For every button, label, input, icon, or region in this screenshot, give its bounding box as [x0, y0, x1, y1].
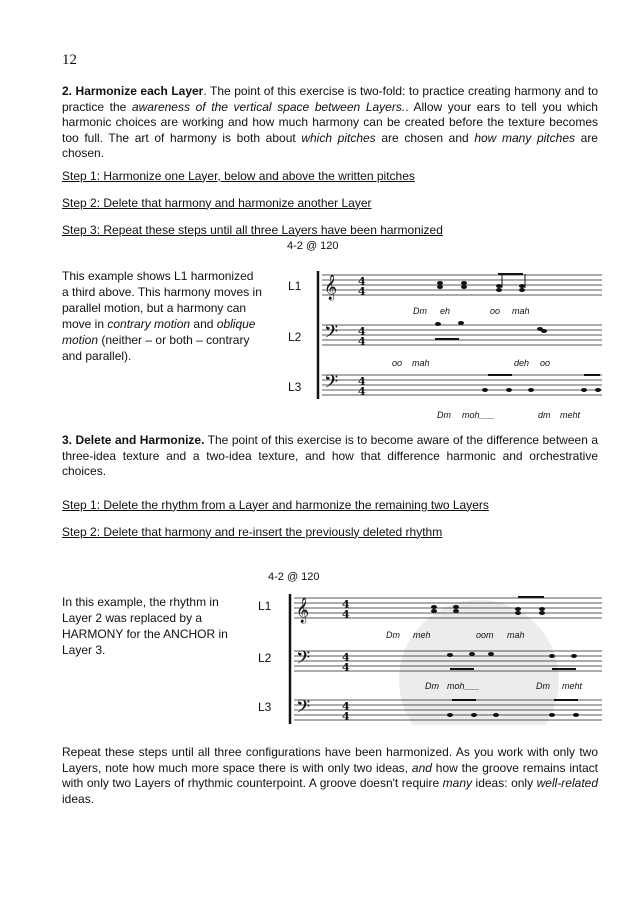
text: are chosen and: [375, 130, 475, 145]
text: ideas: only: [472, 776, 537, 790]
example1-caption: [62, 268, 262, 364]
svg-text:4: 4: [358, 325, 366, 338]
text: and: [411, 760, 432, 775]
lyric: meht: [562, 681, 583, 691]
svg-text:4: 4: [358, 385, 366, 398]
lyric: Dm: [437, 410, 451, 420]
page-number: 12: [62, 52, 77, 68]
layer-label-l3: L3: [288, 380, 302, 394]
lyric: mah: [512, 306, 530, 316]
lyric: dm: [538, 410, 551, 420]
lyric: oo: [490, 306, 501, 316]
text: which pitches: [301, 130, 376, 145]
closing-paragraph: [62, 745, 598, 807]
time-signatures: [342, 598, 350, 723]
example2-caption: In this example, the rhythm in Layer 2 was replaced by a HARMONY for the ANCHOR in Layer 3.: [62, 595, 228, 657]
lyric: meh: [413, 630, 431, 640]
text: (neither – or both – contrary and parallel).: [62, 333, 250, 363]
section3-heading: 3. Delete and Harmonize.: [62, 433, 205, 447]
lyric: moh___: [447, 681, 480, 691]
section3-step-1: Step 1: Delete the rhythm from a Layer and harmonize the remaining two Layers: [62, 497, 489, 512]
text: This example shows L1 harmonized a third above. This harmony moves in parallel motion, but a harmony can move in: [62, 269, 262, 331]
section3-paragraph: [62, 433, 598, 480]
layer-label-l1: L1: [258, 599, 272, 613]
svg-text:𝄢: 𝄢: [296, 697, 311, 722]
svg-text:4: 4: [358, 335, 366, 348]
text: are chosen.: [62, 130, 598, 160]
example2-score: [284, 590, 604, 725]
text: well-related: [536, 776, 598, 790]
lyric: mah: [507, 630, 525, 640]
notes: [435, 273, 601, 392]
example2-tempo: 4-2 @ 120: [268, 571, 320, 583]
time-signatures: [358, 275, 366, 398]
section3-step-2: Step 2: Delete that harmony and re-insert the previously deleted rhythm: [62, 524, 443, 539]
example1-tempo: 4-2 @ 120: [287, 240, 339, 252]
svg-text:𝄢: 𝄢: [324, 372, 339, 397]
section3: [62, 433, 598, 540]
text: Repeat these steps until all three configurations have been harmonized. As you work with only two Layers, note how much more space there is with only two ideas,: [62, 745, 598, 775]
svg-text:𝄞: 𝄞: [324, 275, 338, 300]
svg-text:4: 4: [342, 710, 350, 723]
svg-text:4: 4: [342, 700, 350, 713]
lyric: eh: [440, 306, 451, 316]
lyric: Dm: [413, 306, 427, 316]
lyric: Dm: [536, 681, 550, 691]
svg-text:4: 4: [358, 375, 366, 388]
section2-paragraph: [62, 84, 598, 162]
lyric: oo: [392, 358, 403, 368]
text: The point of this exercise is to become aware of the difference between a three-idea texture and a two-idea texture, and how that difference harmonic and orchestrative choices.: [62, 433, 599, 478]
text: many: [442, 776, 472, 790]
section2-heading: 2. Harmonize each Layer: [62, 84, 204, 98]
svg-text:𝄞: 𝄞: [296, 598, 310, 623]
layer-label-l2: L2: [288, 330, 302, 344]
layer-label-l2: L2: [258, 651, 272, 665]
lyric: Dm: [425, 681, 439, 691]
svg-text:4: 4: [342, 651, 350, 664]
section2-step-3: Step 3: Repeat these steps until all three Layers have been harmonized: [62, 222, 443, 237]
text: awareness of the vertical space between Layers.: [131, 99, 406, 114]
svg-text:4: 4: [358, 275, 366, 288]
text: contrary motion: [107, 317, 191, 331]
text: ideas.: [62, 791, 95, 806]
clefs: [324, 274, 338, 397]
section2-step-2: Step 2: Delete that harmony and harmonize another Layer: [62, 195, 372, 210]
text: how many pitches: [474, 130, 575, 145]
svg-text:𝄢: 𝄢: [324, 322, 339, 347]
lyric: mah: [412, 358, 430, 368]
text: how the groove remains intact with only two Layers of rhythmic counterpoint. A groove doesn't require: [62, 760, 599, 790]
svg-text:𝄢: 𝄢: [296, 648, 311, 673]
layer-label-l1: L1: [288, 279, 302, 293]
text: . Allow your ears to tell you which harmonic choices are working and how much harmony can be created before the texture becomes too full. The art of harmony is both about: [62, 99, 598, 145]
lyric: moh___: [462, 410, 495, 420]
text: oblique motion: [62, 317, 256, 347]
lyric: deh: [514, 358, 530, 368]
lyric: Dm: [386, 630, 400, 640]
watermark-logo: [399, 600, 559, 725]
clefs: [296, 597, 310, 722]
section2-step-1: Step 1: Harmonize one Layer, below and above the written pitches: [62, 168, 415, 183]
layer-label-l3: L3: [258, 700, 272, 714]
svg-text:4: 4: [342, 661, 350, 674]
lyric: meht: [560, 410, 581, 420]
svg-text:4: 4: [342, 608, 350, 621]
svg-text:4: 4: [358, 285, 366, 298]
svg-text:4: 4: [342, 598, 350, 611]
example1-score: [312, 268, 604, 403]
lyric: oo: [540, 358, 551, 368]
lyric: oom: [476, 630, 494, 640]
section2: [62, 84, 598, 238]
text: . The point of this exercise is two-fold: to practice creating harmony and to practice the: [62, 84, 598, 114]
text: and: [190, 317, 217, 331]
